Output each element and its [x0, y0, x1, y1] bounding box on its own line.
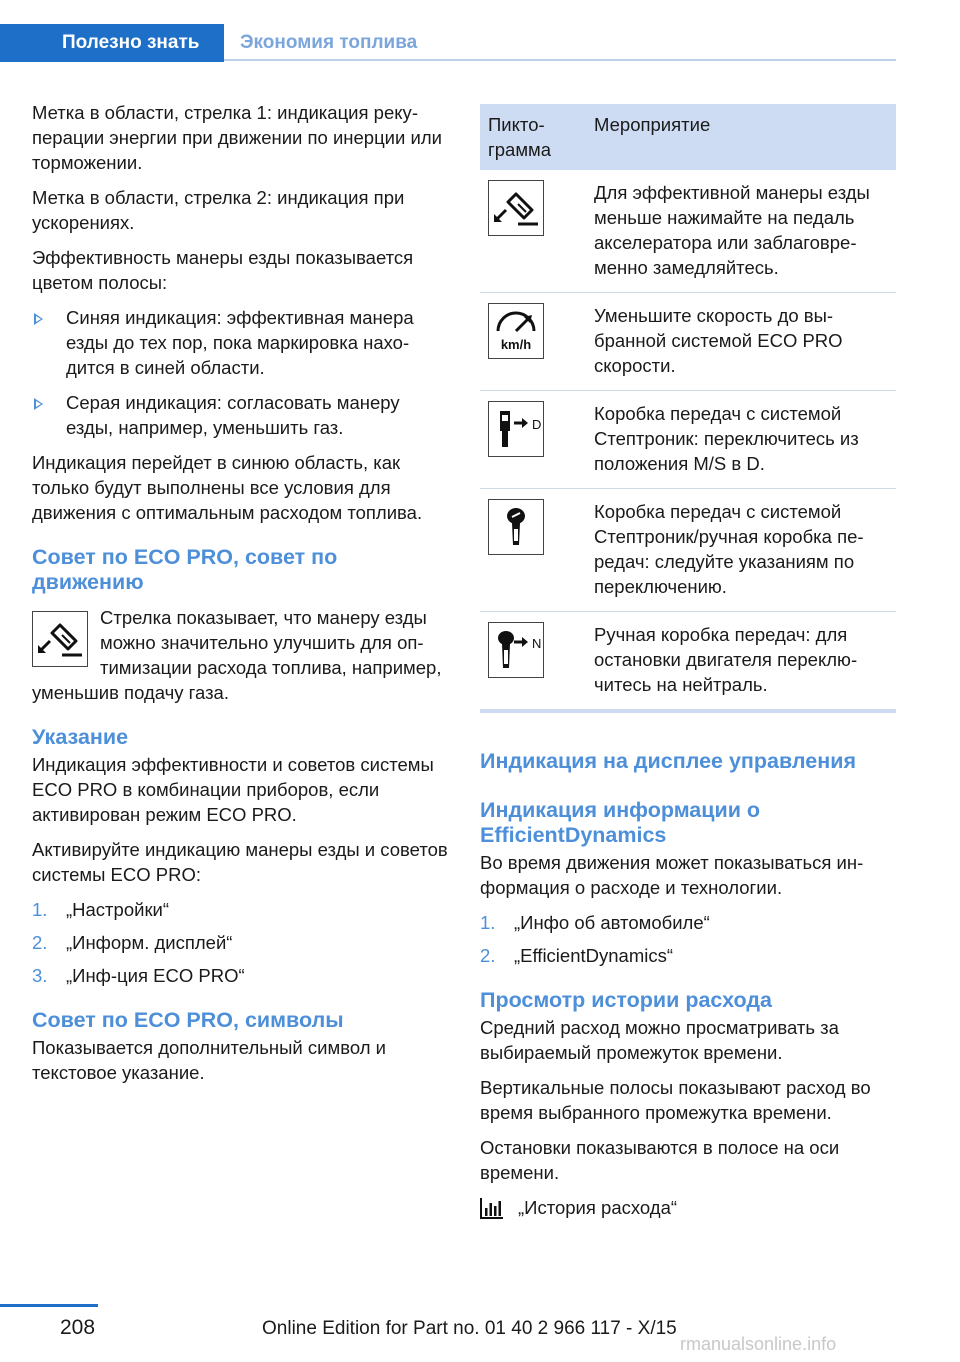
list-item: 3. „Инф-ция ECO PRO“ [32, 965, 245, 986]
paragraph-history-1: Средний расход можно просматривать за выбираемый промежуток времени. [480, 1017, 839, 1063]
header-divider [224, 59, 896, 61]
gear-selector-n-icon [488, 622, 544, 678]
paragraph-acceleration: Метка в области, стрелка 2: индикация при ускорениях. [32, 187, 405, 233]
svg-text:km/h: km/h [500, 337, 532, 352]
section-title-control-display: Индикация на дисплее управления [480, 749, 857, 773]
triangle-bullet-icon [34, 398, 43, 410]
color-bullet-list [32, 305, 448, 440]
watermark: rmanualsonline.info [680, 1334, 837, 1354]
bar-chart-icon [480, 1197, 504, 1219]
list-item: Серая индикация: согласовать манеру езды, например, уменьшить газ. [32, 390, 448, 440]
page-header [0, 24, 896, 62]
action-text: Уменьшите скорость до выбранной системой ECO PRO скорости. [586, 293, 896, 391]
paragraph-blue-area: Индикация перейдет в синюю область, как только будут выполнены все условия для движения с оптимальным расходом топлива. [32, 452, 423, 523]
gear-selector-d-icon [488, 401, 544, 457]
paragraph-note-2: Активируйте индикацию манеры езды и советов системы ECO PRO: [32, 839, 448, 885]
settings-steps [32, 897, 448, 988]
svg-text:D: D [532, 417, 542, 432]
section-title-eco-tip: Совет по ECO PRO, совет по движению [32, 545, 338, 594]
table-row [480, 293, 896, 391]
table-row [480, 391, 896, 489]
foot-pedal-icon [32, 611, 88, 667]
action-text: Коробка передач с системой Стептроник/ручная коробка передач: следуйте указаниям по переключению. [586, 489, 896, 612]
list-item: 2. „EfficientDynamics“ [480, 945, 674, 966]
right-column [480, 104, 896, 1220]
table-header-row [480, 104, 896, 170]
table-row [480, 489, 896, 612]
list-item: 1. „Настройки“ [32, 899, 170, 920]
tab-fuel-economy[interactable]: Экономия топлива [240, 32, 418, 53]
list-item: Синяя индикация: эффективная манера езды до тех пор, пока маркировка находится в синей области. [32, 305, 448, 380]
paragraph-symbols: Показывается дополнительный символ и текстовое указание. [32, 1037, 386, 1083]
table-row [480, 612, 896, 712]
action-text: Для эффективной манеры езды меньше нажимайте на педаль акселератора или заблаговременно замедляйтесь. [586, 170, 896, 293]
section-title-symbols: Совет по ECO PRO, символы [32, 1008, 344, 1032]
paragraph-note-1: Индикация эффективности и советов системы ECO PRO в комбинации приборов, если активирован режим ECO PRO. [32, 754, 434, 825]
table-row [480, 170, 896, 293]
section-title-note: Указание [32, 725, 129, 749]
footer-divider [0, 1304, 98, 1307]
paragraph-eco-tip: Стрелка показывает, что манеру езды можно значительно улучшить для оптимизации расхода топлива, например, уменьшив подачу газа. [32, 607, 442, 703]
page-number: 208 [60, 1316, 96, 1339]
paragraph-history-2: Вертикальные полосы показывают расход во время выбранного промежутка времени. [480, 1077, 871, 1123]
header-action: Мероприятие [586, 104, 896, 170]
paragraph-efficiency-color: Эффективность манеры езды показывается цветом полосы: [32, 247, 414, 293]
header-pictogram: Пиктограмма [480, 104, 586, 170]
foot-pedal-icon [488, 180, 544, 236]
triangle-bullet-icon [34, 313, 43, 325]
list-item: 2. „Информ. дисплей“ [32, 932, 233, 953]
list-item: 1. „Инфо об автомобиле“ [480, 912, 710, 933]
section-title-efficientdynamics: Индикация информации о EfficientDynamics [480, 798, 761, 847]
edition-info: Online Edition for Part no. 01 40 2 966 117 - X/15 [262, 1318, 677, 1339]
action-text: Ручная коробка передач: для остановки двигателя переключитесь на нейтраль. [586, 612, 896, 712]
svg-text:N: N [532, 636, 542, 651]
left-column [32, 100, 448, 1095]
section-title-history: Просмотр истории расхода [480, 988, 772, 1012]
paragraph-history-3: Остановки показываются в полосе на оси времени. [480, 1137, 840, 1183]
action-text: Коробка передач с системой Стептроник: переключитесь из положения M/S в D. [586, 391, 896, 489]
pictogram-table [480, 104, 896, 713]
paragraph-efficientdynamics: Во время движения может показываться информация о расходе и технологии. [480, 852, 864, 898]
gear-selector-icon [488, 499, 544, 555]
paragraph-recuperation: Метка в области, стрелка 1: индикация рекуперации энергии при движении по инерции или торможении. [32, 102, 442, 173]
history-menu-item: „История расхода“ [480, 1195, 896, 1220]
speedometer-kmh-icon [488, 303, 544, 359]
tab-useful-info[interactable]: Полезно знать [0, 24, 224, 62]
efficientdynamics-steps [480, 910, 896, 968]
